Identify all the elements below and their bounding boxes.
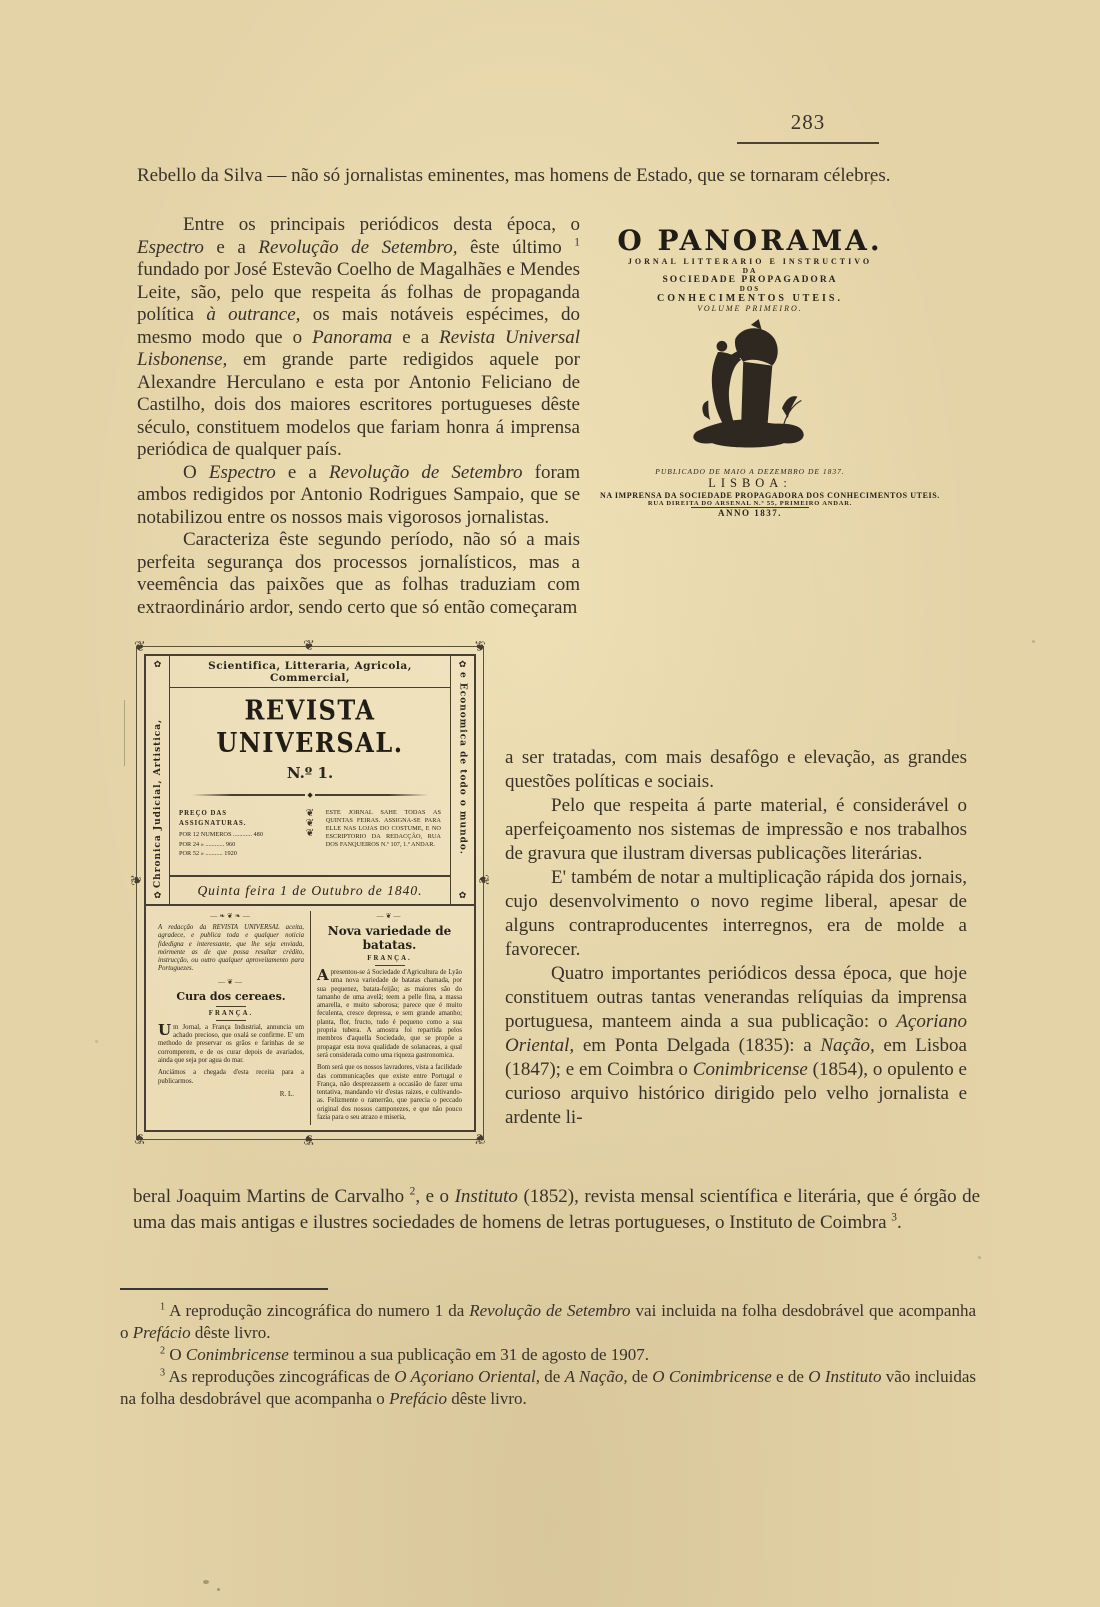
panorama-city: LISBOA: (708, 476, 792, 490)
rosette-icon: ✿ (153, 659, 162, 669)
diamond-icon: ◆ (307, 791, 313, 799)
paper-speck (95, 1040, 98, 1043)
publication-notice: ESTE JORNAL SAHE TODAS AS QUINTAS FEIRAS. ASSIGNA-SE PARA ELLE NAS LOJAS DO COSTUME, E NO ESCRIPTORIO DA REDACÇÃO, RUA DOS FANQUEIROS N.º 107, 1.º ANDAR. (325, 809, 441, 848)
paragraph-continued: Rebello da Silva — não só jornalistas eminentes, mas homens de Estado, que se tornaram célebres. (137, 165, 891, 186)
masthead-right-band (450, 656, 474, 904)
article-country: FRANÇA. (367, 955, 412, 962)
right-column (505, 746, 967, 1130)
masthead-right-band-text: e Economica de todo o mundo. (457, 672, 468, 855)
border-flourish-icon: ❦ (303, 639, 315, 654)
panorama-address: RUA DIREITA DO ARSENAL N.º 55, PRIMEIRO ANDAR. (647, 500, 853, 507)
footnotes (120, 1300, 976, 1410)
border-flourish-icon: ❦ (303, 1131, 315, 1146)
paragraph-continuation: beral Joaquim Martins de Carvalho $^2$, e o Instituto (1852), revista mensal scientífica e literária, que é órgão de uma das mais antigas e ilustres sociedades de homens de letras portugueses, o Instituto de Coimbra $^3$. (133, 1185, 981, 1233)
price-line: POR 24 » ............ 960 (179, 840, 236, 848)
masthead-left-band-text: Chronica Judicial, Artistica, (152, 718, 163, 888)
paragraph: Pelo que respeita á parte material, é considerável o aperfeiçoamento nos sistemas de impressão e nos trabalhos de gravura que ilustram diversas publicações literárias. (505, 795, 967, 864)
panorama-imprint: NA IMPRENSA DA SOCIEDADE PROPAGADORA DOS CONHECIMENTOS UTEIS. (600, 491, 940, 500)
panorama-publication-caption: PUBLICADO DE MAIO A DEZEMBRO DE 1837. (655, 467, 845, 476)
article-country: FRANÇA. (208, 1009, 254, 1017)
panorama-dos: DOS (739, 285, 761, 293)
article-heading: Nova variedade de batatas. (327, 924, 452, 952)
revista-title: REVISTA UNIVERSAL. (216, 693, 404, 759)
corner-flourish-icon: ❦ (134, 1130, 146, 1145)
footnote-rule (120, 1288, 328, 1290)
price-line: POR 52 » ........... 1920 (179, 850, 237, 857)
corner-flourish-icon: ❦ (474, 1130, 486, 1145)
paper-crease (124, 700, 125, 766)
masthead-left-band (146, 656, 170, 904)
article-rule (216, 1006, 246, 1007)
border-flourish-icon: ❦ (129, 874, 145, 887)
page-number: 283 (737, 110, 879, 144)
footnote-3: $^3$ As reproduções zincográficas de O Açoriano Oriental, de A Nação, de O Conimbricense e de O Instituto vão incluidas na folha desdobrável que acompanha o Prefácio dêste livro. (120, 1367, 977, 1408)
panorama-title: O PANORAMA. (617, 224, 883, 257)
masthead-date-band (170, 875, 450, 904)
paragraph: Caracteriza êste segundo período, não só a mais perfeita segurança dos processos jornalísticos, mas a veemência das paixões que as folhas traduziam com extraordinário ardor, sendo certo que só então começaram (137, 529, 580, 618)
panorama-da: DA (742, 266, 758, 275)
panorama-knowledge: CONHECIMENTOS UTEIS. (657, 293, 843, 304)
paragraph: O Espectro e a Revolução de Setembro foram ambos redigidos por Antonio Rodrigues Sampaio, que se notabilizou entre os nossos mais vigorosos jornalistas. (137, 461, 580, 528)
paper-speck (1032, 640, 1035, 643)
editorial-notice: A redacção da REVISTA UNIVERSAL aceita, agradece, e publica toda e qualquer noticia fidedigna e interessante, que lhe seja enviada, mórmente as de que possa resultar crédito, instrucção, ou outro qualquer aproveitamento para Portuguezes. (158, 924, 304, 973)
revista-universal-reproduction (129, 639, 491, 1146)
footnote-2: $^2$ O Conimbricense terminou a sua publicação em 31 de agosto de 1907. (160, 1345, 650, 1364)
newspaper-body (146, 906, 474, 1130)
masthead-top-band: Scientifica, Litteraria, Agricola, Commercial, (170, 656, 450, 688)
paragraph: E' também de notar a multiplicação rápida dos jornais, cujo desenvolvimento o novo regime liberal, apesar de alguns contraproducentes interregnos, era de molde a favorecer. (505, 867, 967, 960)
article-signature: R. L. (279, 1089, 294, 1098)
fleuron-icon: ❦ ❦ ❦ (305, 808, 315, 839)
divider-ornament-icon: —❦— (218, 977, 244, 986)
divider-ornament-icon: —❧❦❧— (210, 912, 252, 920)
left-column (137, 214, 580, 619)
paragraph: a ser tratadas, com mais desafôgo e elevação, as grandes questões políticas e sociais. (505, 747, 967, 792)
paper-speck (217, 1588, 220, 1591)
price-line: POR 12 NUMEROS ............ 480 (179, 831, 263, 838)
panorama-title-page-reproduction (600, 224, 940, 518)
border-flourish-icon: ❦ (475, 874, 491, 887)
revista-issue-number: N.º 1. (286, 764, 334, 782)
price-header: PREÇO DAS ASSIGNATURAS. (179, 810, 247, 827)
article-rule (375, 965, 405, 966)
article-text: Apresentou-se á Sociedade d'Agricultura de Lyão uma nova variedade de batatas chamada, por sua pequenez, batata-feijão; as maiores são do tamanho de uma avelã; teem a pelle fina, a massa amarella, e muito saborosa; parece que é muito feculenta, cresce depressa, e sem grande amanho; planta, flor, fructo, tudo é pequeno como a sua propria tubera. A amostra foi repartida pelos membros d'aquella Sociedade, que se propõe a propagar esta nova qualidade de solanaceas, a qual será considerada como uma riqueza gastronomica. (317, 966, 462, 1059)
subscription-price-block (179, 809, 294, 859)
article-text: Anciámos a chegada d'esta receita para a publicarmos. (158, 1069, 304, 1085)
panorama-volume: VOLUME PRIMEIRO. (697, 304, 803, 313)
newspaper-column-right (310, 911, 468, 1125)
paragraph: Quatro importantes periódicos dessa época, que hoje constituem outras tantas venerandas relíquias da imprensa portuguesa, manteem ainda a sua publicação: o Açoriano Oriental, em Ponta Delgada (1835): a Nação, em Lisboa (1847); e em Coimbra o Conimbricense (1854), o opulento e curioso arquivo histórico dirigido pelo velho jornalista e ardente li- (505, 963, 967, 1128)
footnote-1: $^1$ A reprodução zincográfica do numero 1 da Revolução de Setembro vai incluida na folha desdobrável que acompanha o Prefácio dêste livro. (120, 1301, 976, 1342)
newspaper-frame (144, 654, 476, 1132)
panorama-society: SOCIEDADE PROPAGADORA (662, 275, 838, 285)
dateline: Quinta feira 1 de Outubro de 1840. (197, 883, 423, 898)
paper-speck (978, 1256, 981, 1259)
rosette-icon: ✿ (458, 890, 467, 900)
tapered-rule (192, 791, 428, 799)
article-heading: Cura dos cereaes. (176, 989, 286, 1003)
rosette-icon: ✿ (153, 890, 162, 900)
rosette-icon: ✿ (458, 659, 467, 669)
article-rule (216, 1020, 246, 1021)
divider-ornament-icon: —❦— (376, 912, 403, 920)
article-text: Um Jornal, a França Industrial, annuncia um achado precioso, que oxalá se confirme. E' um methodo de preservar os grãos e farinhas de se corromperem, e de os curar depois de avariados, ainda que seja por agua do mar. (158, 1020, 304, 1064)
paper-speck (203, 1580, 209, 1584)
paragraph: Entre os principais periódicos desta época, o Espectro e a Revolução de Setembro, êste último $^1$ fundado por José Estevão Coelho de Magalhães e Mendes Leite, são, pelo que respeita ás folhas de propaganda política à outrance, os mais notáveis espécimes, do mesmo modo que o Panorama e a Revista Universal Lisbonense, em grande parte redigidos aquele por Alexandre Herculano e esta por Antonio Feliciano de Castilho, dois dos maiores escritores portugueses dêste século, constituem modelos que fariam honra á imprensa periódica de qualquer país. (137, 214, 580, 460)
newspaper-masthead (146, 656, 474, 906)
panorama-vignette-engraving (687, 317, 813, 453)
newspaper-column-left (152, 911, 310, 1125)
article-text: Bom será que os nossos lavradores, vista a facilidade das communicações que existe entre Portugal e França, não desprezassem a occasião de fazer uma tentativa, mandando vir d'estas raizes, e cultivando-as. Felizmente o ramerrão, que parecia o peccado original dos nossos camponezes, e que não pouco fazia para o seu atrazo e miseria, (317, 1064, 462, 1122)
corner-flourish-icon: ❦ (134, 640, 146, 655)
corner-flourish-icon: ❦ (474, 640, 486, 655)
panorama-subtitle: JORNAL LITTERARIO E INSTRUCTIVO (627, 257, 873, 266)
panorama-year: ANNO 1837. (718, 508, 782, 518)
